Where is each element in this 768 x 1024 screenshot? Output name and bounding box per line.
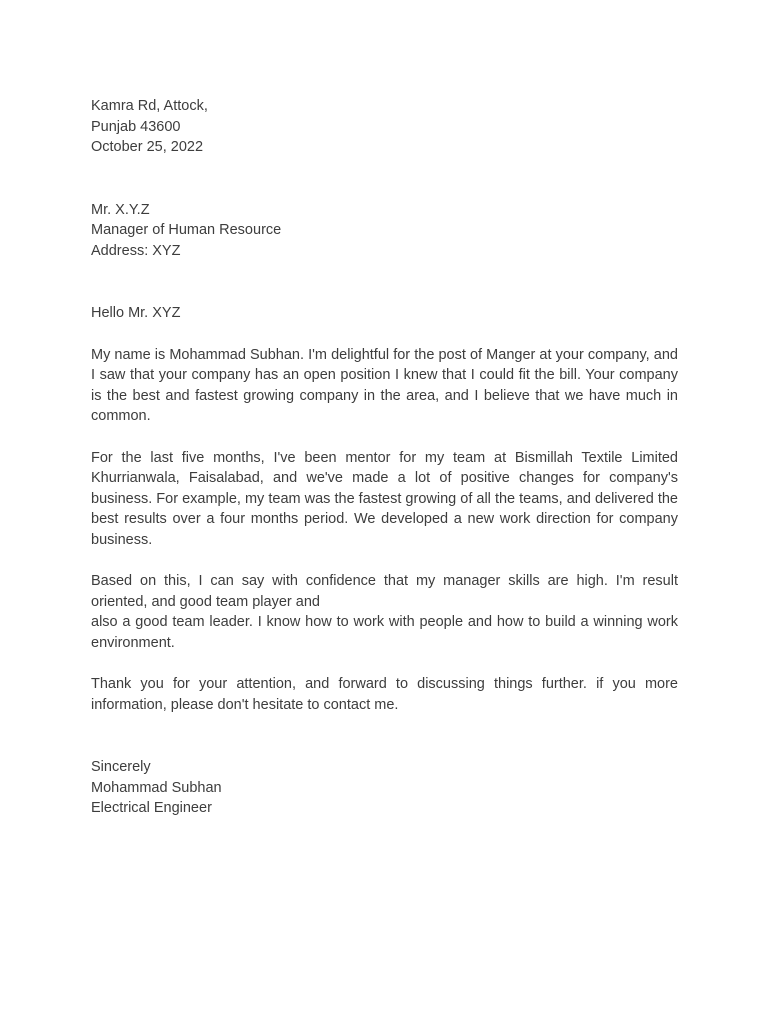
closing-sincerely: Sincerely — [91, 759, 151, 775]
signature-title: Electrical Engineer — [91, 800, 212, 816]
closing-block — [91, 757, 678, 819]
sender-street-line: Kamra Rd, Attock, — [91, 98, 208, 114]
paragraph-introduction: My name is Mohammad Subhan. I'm delightful for the post of Manger at your company, and I saw that your company has an open position I knew that I could fit the bill. Your company is the best and fastest growing company in the area, and I believe that we have much in common. — [91, 346, 678, 424]
paragraph-thanks: Thank you for your attention, and forward to discussing things further. if you more information, please don't hesitate to contact me. — [91, 676, 678, 713]
salutation: Hello Mr. XYZ — [91, 305, 181, 321]
sender-city-line: Punjab 43600 — [91, 118, 181, 135]
paragraph-skills — [91, 571, 678, 653]
recipient-name: Mr. X.Y.Z — [91, 201, 150, 218]
paragraph-skills-line-2: also a good team leader. I know how to work with people and how to build a winning work environment. — [91, 614, 678, 651]
recipient-title: Manager of Human Resource — [91, 222, 282, 238]
recipient-block — [91, 200, 678, 262]
sender-address-block — [91, 96, 678, 158]
signature-name: Mohammad Subhan — [91, 779, 222, 796]
letter-date: October 25, 2022 — [91, 139, 204, 155]
paragraph-experience: For the last five months, I've been mentor for my team at Bismillah Textile Limited Khurrianwala, Faisalabad, and we've made a lot of positive changes for company's business. For example, my team was the fastest growing of all the teams, and delivered the best results over a four months period. We developed a new work direction for company business. — [91, 449, 678, 548]
paragraph-skills-line-1: Based on this, I can say with confidence that my manager skills are high. I'm result oriented, and good team player and — [91, 573, 678, 610]
recipient-address: Address: XYZ — [91, 242, 181, 259]
